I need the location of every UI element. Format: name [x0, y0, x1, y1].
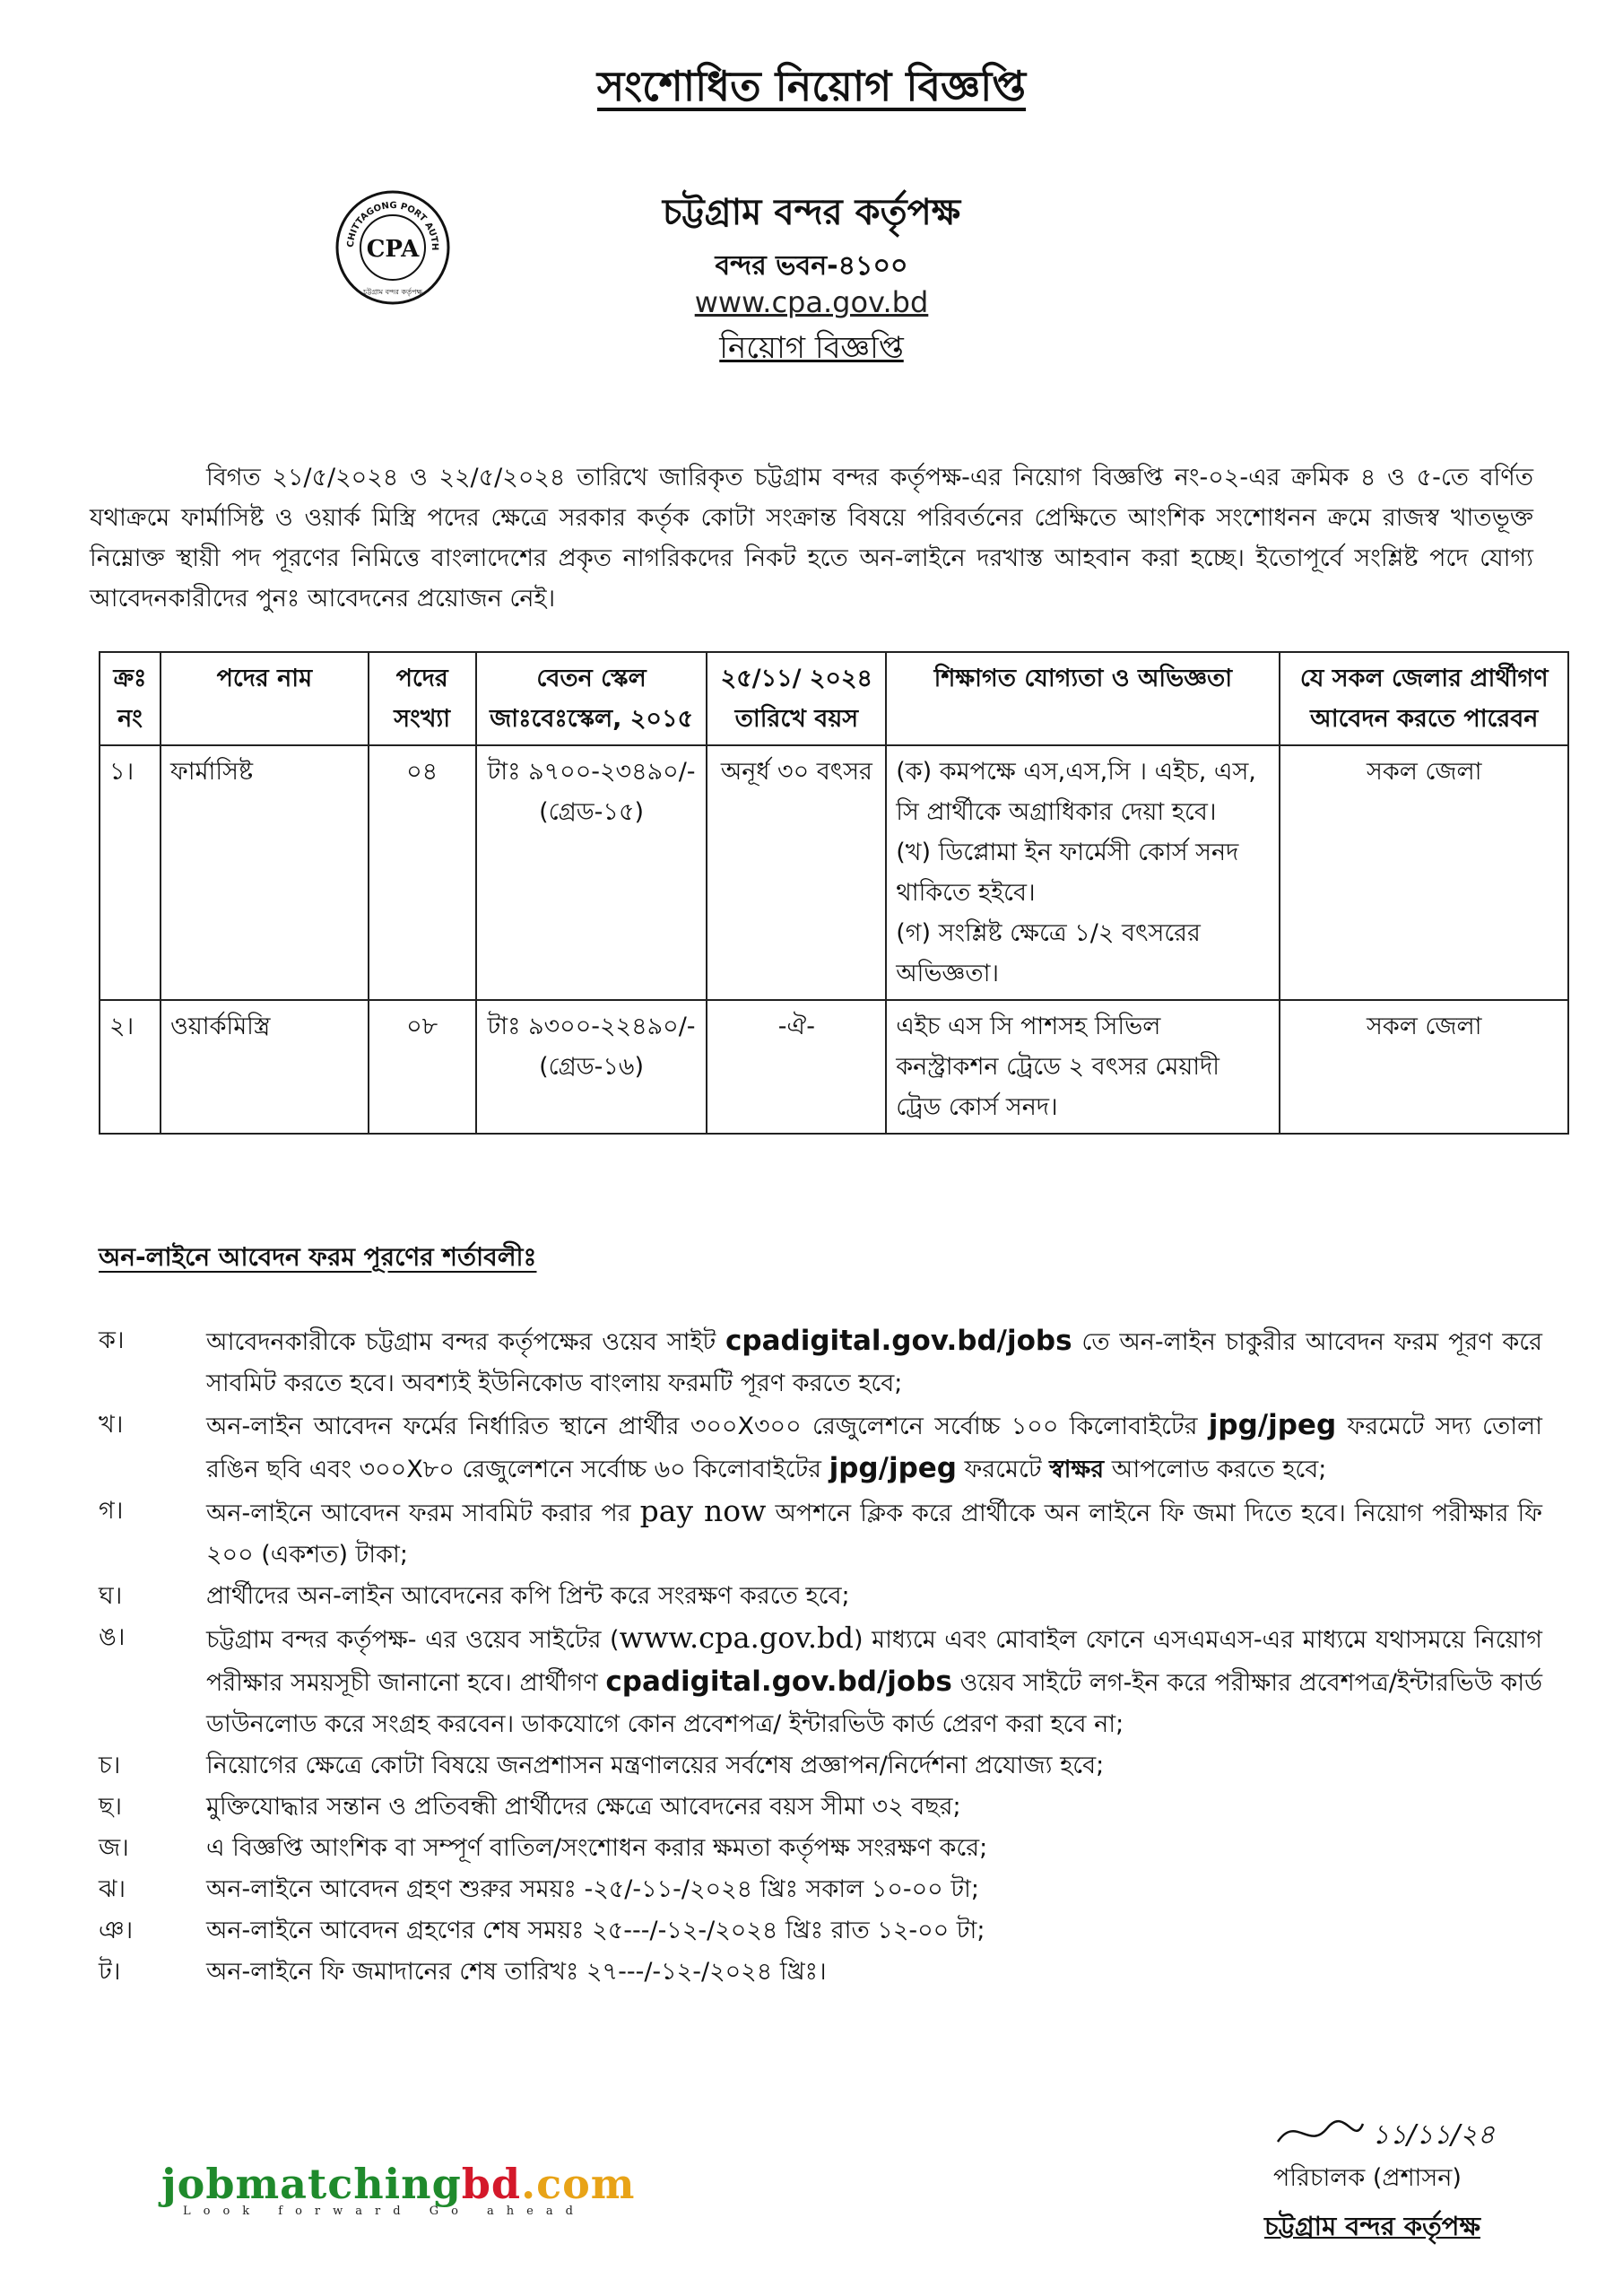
signature-label: স্বাক্ষর [1049, 1456, 1105, 1483]
header-age-line2: তারিখে বয়স [734, 705, 859, 733]
jobs-site-link[interactable]: cpadigital.gov.bd/jobs [725, 1325, 1072, 1357]
term-text: নিয়োগের ক্ষেত্রে কোটা বিষয়ে জনপ্রশাসন মন্ত্রণালয়ের সর্বশেষ প্রজ্ঞাপন/নির্দেশনা প্রযোজ্য হবে; [206, 1752, 1105, 1779]
qualification-item: (ক) কমপক্ষে এস,এস,সি । এইচ, এস, সি প্রার্থীকে অগ্রাধিকার দেয়া হবে। [896, 758, 1256, 826]
term-text: প্রার্থীদের অন-লাইন আবেদনের কপি প্রিন্ট করে সংরক্ষণ করতে হবে; [206, 1582, 850, 1610]
watermark-part: bd [461, 2160, 522, 2208]
signature-date: ১১/১১/২৪ [1372, 2119, 1496, 2151]
header-scale-line1: বেতন স্কেল [536, 665, 647, 692]
cell-age: অনূর্ধ ৩০ বৎসর [707, 745, 886, 1000]
term-text-part: ফরমেটে সদ্য তোলা রঙিন ছবি এবং ৩০০X৮০ রেজুলেশনে সর্বোচ্চ ৬০ কিলোবাইটের [206, 1413, 1542, 1483]
cell-qualification [886, 1000, 1280, 1134]
term-marker: চ। [99, 1752, 121, 1779]
terms-list [99, 1320, 1542, 1993]
header-pay-scale [476, 652, 707, 745]
list-item [99, 1576, 1542, 1617]
cell-districts: সকল জেলা [1280, 1000, 1568, 1134]
list-item [99, 1745, 1542, 1787]
table-header-row [100, 652, 1568, 745]
qualification-item: (গ) সংশ্লিষ্ট ক্ষেত্রে ১/২ বৎসরের অভিজ্ঞতা। [896, 919, 1201, 987]
cell-scale [476, 745, 707, 1000]
watermark-part: .com [521, 2160, 636, 2208]
term-marker: ক। [99, 1326, 125, 1354]
list-item [99, 1952, 1542, 1993]
header-age-line1: ২৫/১১/ ২০২৪ [720, 665, 873, 692]
term-marker: ঝ। [99, 1875, 126, 1903]
term-marker: ঘ। [99, 1582, 123, 1610]
org-name: চট্টগ্রাম বন্দর কর্তৃপক্ষ [662, 192, 961, 233]
list-item [99, 1617, 1542, 1745]
table-row [100, 745, 1568, 1000]
term-text-part: তে অন-লাইন চাকুরীর আবেদন ফরম পূরণ করে সাবমিট করতে হবে। অবশ্যই ইউনিকোড বাংলায় ফরমটি পূরণ করতে হবে; [206, 1328, 1543, 1397]
qualification-item: এইচ এস সি পাশসহ সিভিল কনস্ট্রাকশন ট্রেডে ২ বৎসর মেয়াদী ট্রেড কোর্স সনদ। [896, 1013, 1220, 1121]
header-post: পদের নাম [161, 652, 369, 745]
cell-qualification [886, 745, 1280, 1000]
term-text-part: অপশনে ক্লিক করে প্রার্থীকে অন লাইনে ফি জমা দিতে হবে। নিয়োগ পরীক্ষার ফি ২০০ (একশত) টাকা; [206, 1500, 1542, 1569]
scale-grade: (গ্রেড-১৫) [539, 798, 644, 826]
list-item [99, 1320, 1542, 1405]
header-count: পদের সংখ্যা [369, 652, 476, 745]
list-item [99, 1869, 1542, 1910]
format-label: jpg/jpeg [829, 1452, 957, 1484]
terms-title: অন-লাইনে আবেদন ফরম পূরণের শর্তাবলীঃ [99, 1242, 537, 1272]
cell-post: ফার্মাসিষ্ট [161, 745, 369, 1000]
watermark-logo [161, 2160, 635, 2218]
org-address: বন্দর ভবন-৪১০০ [715, 250, 908, 282]
term-marker: গ। [99, 1497, 124, 1525]
term-marker: ঙ। [99, 1623, 126, 1651]
term-text-part: আবেদনকারীকে চট্টগ্রাম বন্দর কর্তৃপক্ষের ওয়েব সাইট [206, 1328, 726, 1356]
header-age [707, 652, 886, 745]
logo-ring-text: CHITTAGONG PORT AUTH [345, 200, 440, 251]
intro-paragraph: বিগত ২১/৫/২০২৪ ও ২২/৫/২০২৪ তারিখে জারিকৃত চট্টগ্রাম বন্দর কর্তৃপক্ষ-এর নিয়োগ বিজ্ঞপ্তি নং-০২-এর ক্রমিক ৪ ও ৫-তে বর্ণিত যথাক্রমে ফার্মাসিষ্ট ও ওয়ার্ক মিস্ত্রি পদের ক্ষেত্রে সরকার কর্তৃক কোটা সংক্রান্ত বিষয়ে পরিবর্তনের প্রেক্ষিতে আংশিক সংশোধনন ক্রমে রাজস্ব খাতভূক্ত নিম্নোক্ত স্থায়ী পদ পূরণের নিমিত্তে বাংলাদেশের প্রকৃত নাগরিকদের নিকট হতে অন-লাইনে দরখাস্ত আহবান করা হচ্ছে। ইতোপূর্বে সংশ্লিষ্ট পদে যোগ্য আবেদনকারীদের পুনঃ আবেদনের প্রয়োজন নেই। [90, 464, 1533, 613]
cell-districts: সকল জেলা [1280, 745, 1568, 1000]
header-scale-line2: জাঃবেঃস্কেল, ২০১৫ [490, 705, 693, 733]
term-text-part: অন-লাইন আবেদন ফর্মের নির্ধারিত স্থানে প্রার্থীর ৩০০X৩০০ রেজুলেশনে সর্বোচ্চ ১০০ কিলোবাইটের [206, 1413, 1209, 1440]
format-label: jpg/jpeg [1208, 1409, 1337, 1441]
list-item [99, 1405, 1542, 1491]
term-text [206, 1491, 1542, 1576]
header-serial: ক্রঃ নং [100, 652, 161, 745]
term-marker: ঞ। [99, 1917, 134, 1944]
cell-serial: ১। [100, 745, 161, 1000]
scale-amount: টাঃ ৯৭০০-২৩৪৯০/- [487, 758, 696, 786]
cpa-site-link[interactable]: www.cpa.gov.bd [619, 1621, 854, 1655]
scale-amount: টাঃ ৯৩০০-২২৪৯০/- [487, 1013, 696, 1040]
jobs-site-link[interactable]: cpadigital.gov.bd/jobs [605, 1665, 952, 1698]
term-text [206, 1617, 1542, 1745]
cell-count: ০৮ [369, 1000, 476, 1134]
signatory-org: চট্টগ্রাম বন্দর কর্তৃপক্ষ [1264, 2211, 1480, 2241]
term-text [206, 1405, 1542, 1491]
term-text-part: আপলোড করতে হবে; [1104, 1456, 1327, 1483]
term-text-part: ওয়েব সাইটে লগ-ইন করে পরীক্ষার প্রবেশপত্র/ইন্টারভিউ কার্ড ডাউনলোড করে সংগ্রহ করবেন। ডাকযোগে কোন প্রবেশপত্র/ ইন্টারভিউ কার্ড প্রেরণ করা হবে না; [206, 1669, 1542, 1738]
term-marker: ট। [99, 1958, 121, 1986]
cell-post: ওয়ার্কমিস্ত্রি [161, 1000, 369, 1134]
term-text: অন-লাইনে ফি জমাদানের শেষ তারিখঃ ২৭---/-১২-/২০২৪ খ্রিঃ। [206, 1958, 827, 1986]
term-text-part: ) মাধ্যমে এবং মোবাইল ফোনে এসএমএস-এর মাধ্যমে যথাসময়ে নিয়োগ পরীক্ষার সময়সূচী জানানো হবে। প্রার্থীগণ [206, 1626, 1542, 1697]
term-text: অন-লাইনে আবেদন গ্রহণের শেষ সময়ঃ ২৫---/-১২-/২০২৪ খ্রিঃ রাত ১২-০০ টা; [206, 1917, 985, 1944]
watermark-part: jobmatching [161, 2160, 462, 2208]
cell-count: ০৪ [369, 745, 476, 1000]
signatory-designation: পরিচালক (প্রশাসন) [1273, 2164, 1462, 2192]
watermark-tagline: Look forward Go ahead [183, 2205, 586, 2218]
term-text-part: চট্টগ্রাম বন্দর কর্তৃপক্ষ- এর ওয়েব সাইটের ( [206, 1626, 620, 1654]
header-districts: যে সকল জেলার প্রার্থীগণ আবেদন করতে পারেবন [1280, 652, 1568, 745]
term-text: অন-লাইনে আবেদন গ্রহণ শুরুর সময়ঃ -২৫/-১১-/২০২৪ খ্রিঃ সকাল ১০-০০ টা; [206, 1875, 979, 1903]
logo-bottom-text: চট্টগ্রাম বন্দর কর্তৃপক্ষ [363, 288, 422, 296]
logo-monogram: CPA [366, 236, 420, 263]
cell-age: -ঐ- [707, 1000, 886, 1134]
watermark-text [161, 2160, 635, 2208]
term-marker: জ। [99, 1834, 129, 1862]
cell-scale [476, 1000, 707, 1134]
scale-grade: (গ্রেড-১৬) [539, 1053, 645, 1081]
cell-serial: ২। [100, 1000, 161, 1134]
website-link[interactable]: www.cpa.gov.bd [694, 285, 929, 319]
term-marker: ছ। [99, 1793, 123, 1821]
term-text: এ বিজ্ঞপ্তি আংশিক বা সম্পূর্ণ বাতিল/সংশোধন করার ক্ষমতা কর্তৃপক্ষ সংরক্ষণ করে; [206, 1834, 988, 1862]
term-text: মুক্তিযোদ্ধার সন্তান ও প্রতিবন্ধী প্রার্থীদের ক্ষেত্রে আবেদনের বয়স সীমা ৩২ বছর; [206, 1793, 961, 1821]
list-item [99, 1828, 1542, 1869]
list-item [99, 1910, 1542, 1952]
notice-subtitle: নিয়োগ বিজ্ঞপ্তি [719, 330, 904, 366]
notice-title: সংশোধিত নিয়োগ বিজ্ঞপ্তি [596, 62, 1027, 110]
posts-table [99, 651, 1569, 1135]
term-text-part: ফরমেটে [956, 1456, 1050, 1483]
qualification-item: (খ) ডিপ্লোমা ইন ফার্মেসী কোর্স সনদ থাকিতে হইবে। [896, 839, 1239, 907]
term-text [206, 1320, 1542, 1405]
signature-scribble [1273, 2106, 1515, 2160]
header-qualification: শিক্ষাগত যোগ্যতা ও অভিজ্ঞতা [886, 652, 1280, 745]
list-item [99, 1491, 1542, 1576]
term-text-part: অন-লাইনে আবেদন ফরম সাবমিট করার পর [206, 1500, 640, 1527]
term-marker: খ। [99, 1411, 124, 1439]
pay-now-label: pay now [639, 1493, 767, 1528]
table-row [100, 1000, 1568, 1134]
list-item [99, 1787, 1542, 1828]
